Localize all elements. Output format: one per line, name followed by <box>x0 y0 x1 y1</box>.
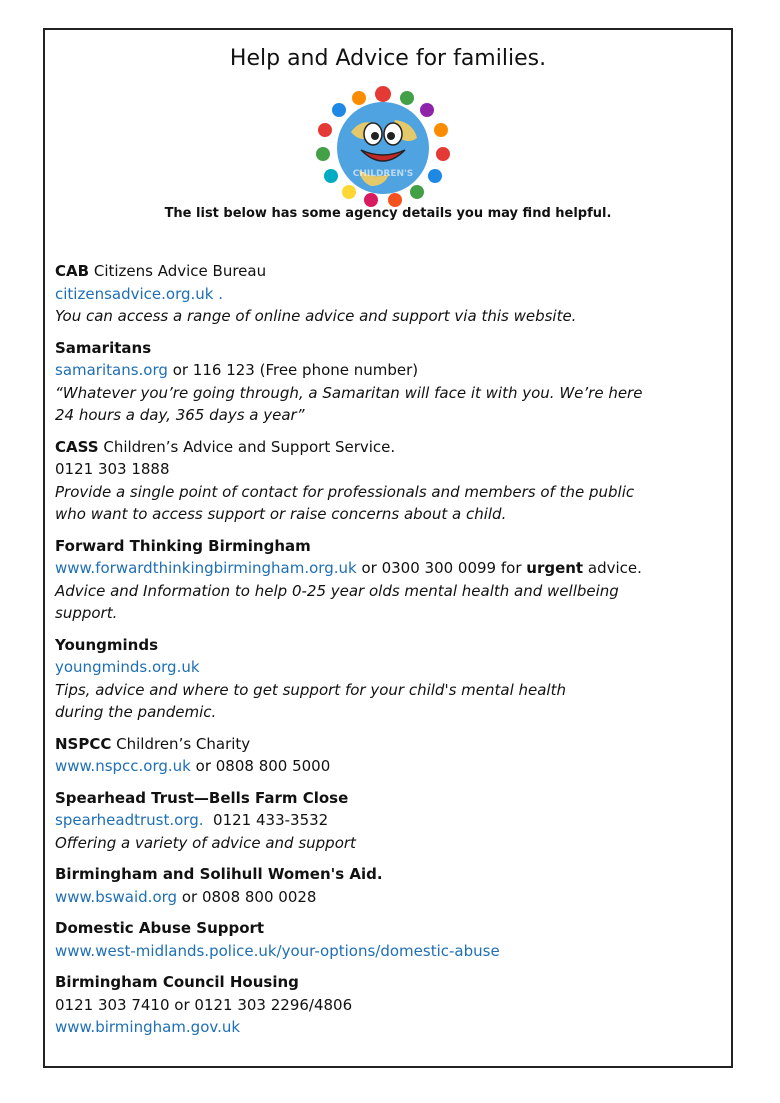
agency-description: Offering a variety of advice and support <box>55 833 356 852</box>
agency-link[interactable]: youngminds.org.uk <box>55 658 200 676</box>
entry-nspcc <box>55 733 731 778</box>
agency-list <box>55 260 731 1048</box>
agency-heading: Birmingham Council Housing <box>55 973 299 991</box>
agency-contact-suffix: advice. <box>583 559 642 577</box>
agency-description-line-1: Advice and Information to help 0-25 year olds mental health and wellbeing <box>55 581 619 600</box>
urgent-label: urgent <box>526 559 584 577</box>
agency-heading: Domestic Abuse Support <box>55 919 265 937</box>
agency-description: You can access a range of online advice and support via this website. <box>55 307 577 325</box>
agency-link[interactable]: www.west-midlands.police.uk/your-options/domestic-abuse <box>55 941 500 960</box>
agency-heading: Birmingham and Solihull Women's Aid. <box>55 865 383 883</box>
agency-abbr: CAB <box>55 262 90 280</box>
agency-name: Children’s Charity <box>116 734 251 753</box>
agency-name: Citizens Advice Bureau <box>93 262 267 280</box>
agency-name: Children’s Advice and Support Service. <box>103 437 396 456</box>
agency-contact: or 116 123 (Free phone number) <box>167 361 419 379</box>
agency-phone: 0121 303 1888 <box>55 460 170 478</box>
agency-contact: 0121 433-3532 <box>203 811 329 829</box>
svg-text:CHILDREN'S: CHILDREN'S <box>352 169 414 179</box>
agency-description-line-2: during the pandemic. <box>55 703 217 721</box>
entry-cass <box>55 436 731 526</box>
agency-heading: Youngminds <box>55 635 159 654</box>
smiling-globe-with-hands-icon <box>303 80 463 210</box>
entry-samaritans <box>55 337 731 427</box>
agency-heading: Spearhead Trust—Bells Farm Close <box>55 788 349 807</box>
agency-description-line-1: Tips, advice and where to get support for your child's mental health <box>55 680 566 699</box>
entry-domestic-abuse-support <box>55 917 731 962</box>
entry-birmingham-council-housing <box>55 971 731 1039</box>
agency-contact: or 0300 300 0099 for <box>356 559 527 577</box>
document-frame <box>43 28 733 1068</box>
agency-description-line-2: who want to access support or raise concerns about a child. <box>55 505 507 523</box>
page-title: Help and Advice for families. <box>229 46 547 71</box>
entry-spearhead-trust <box>55 787 731 855</box>
agency-link[interactable]: www.nspcc.org.uk <box>55 757 191 775</box>
agency-contact: or 0808 800 5000 <box>190 757 331 775</box>
agency-description-line-2: support. <box>55 604 118 622</box>
agency-heading: Forward Thinking Birmingham <box>55 536 311 555</box>
entry-youngminds <box>55 634 731 724</box>
agency-contact: or 0808 800 0028 <box>177 887 317 906</box>
entry-womens-aid <box>55 863 731 908</box>
agency-description-line-1: “Whatever you’re going through, a Samaritan will face it with you. We’re here <box>55 383 643 402</box>
agency-link[interactable]: samaritans.org <box>55 361 168 379</box>
agency-description-line-2: 24 hours a day, 365 days a year” <box>55 406 305 424</box>
agency-link[interactable]: citizensadvice.org.uk . <box>55 284 223 303</box>
agency-heading: Samaritans <box>55 338 152 357</box>
agency-link[interactable]: www.forwardthinkingbirmingham.org.uk <box>55 559 357 577</box>
agency-description-line-1: Provide a single point of contact for professionals and members of the public <box>55 482 635 501</box>
agency-link[interactable]: www.bswaid.org <box>55 887 178 906</box>
agency-abbr: CASS <box>55 437 99 456</box>
agency-phone: 0121 303 7410 or 0121 303 2296/4806 <box>55 995 353 1014</box>
entry-forward-thinking-birmingham <box>55 535 731 625</box>
agency-link[interactable]: www.birmingham.gov.uk <box>55 1018 241 1036</box>
agency-link[interactable]: spearheadtrust.org. <box>55 811 204 829</box>
entry-cab <box>55 260 731 328</box>
intro-text: The list below has some agency details you may find helpful. <box>164 206 612 221</box>
agency-abbr: NSPCC <box>55 734 112 753</box>
